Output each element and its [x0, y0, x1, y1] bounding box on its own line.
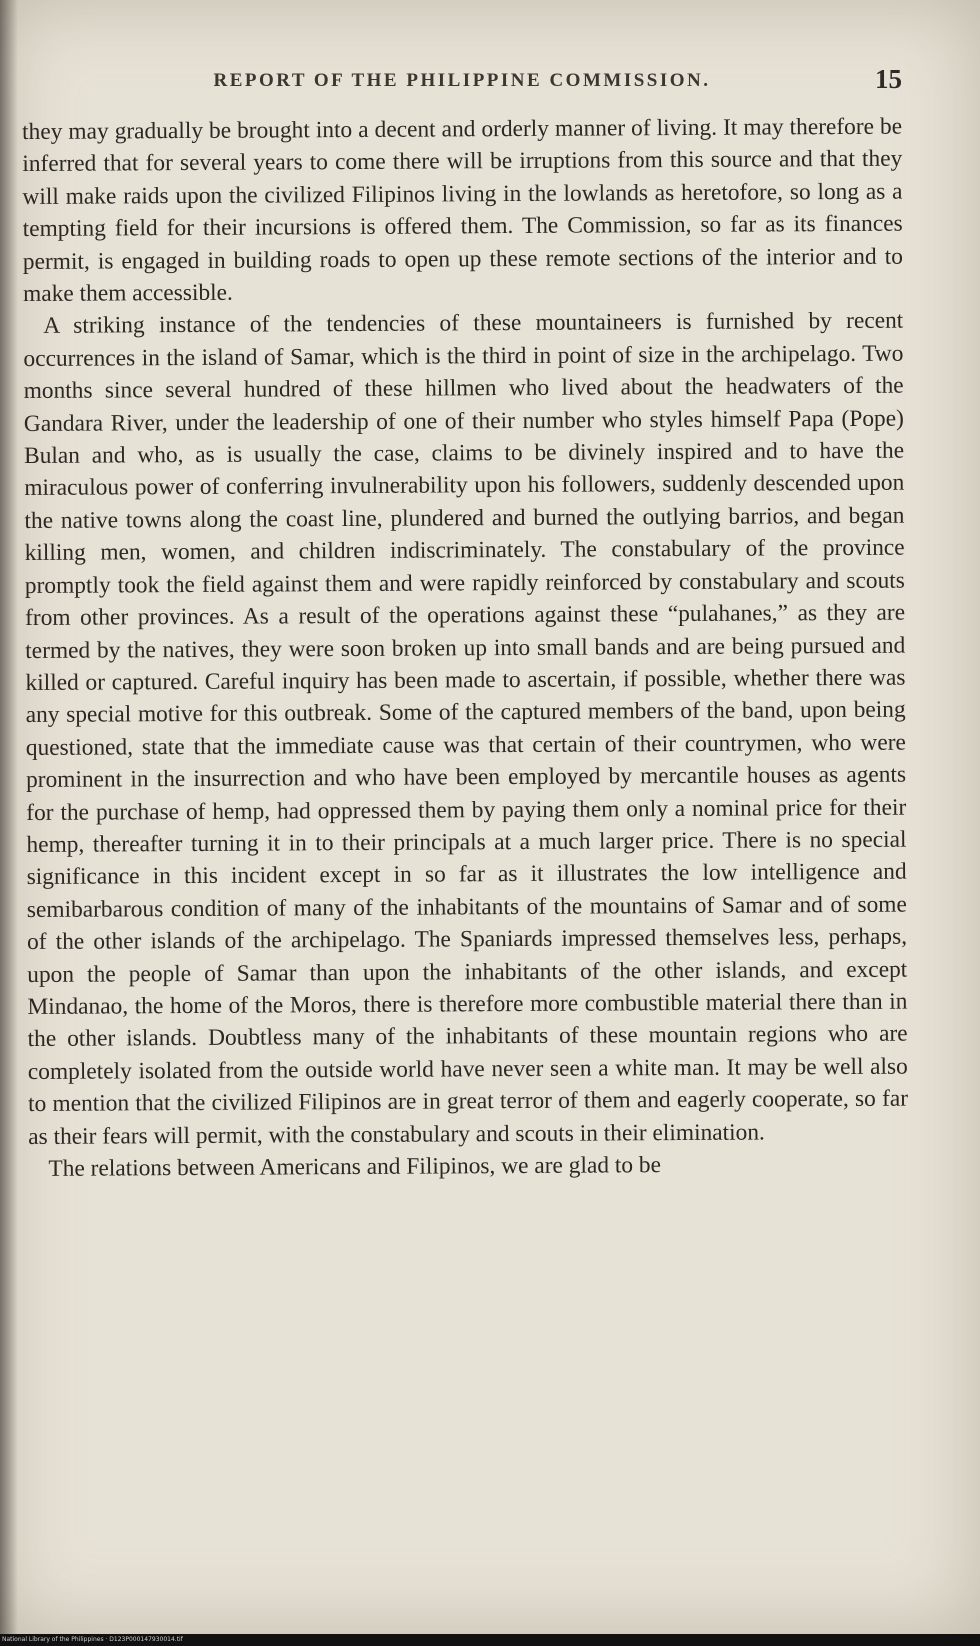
running-head: REPORT OF THE PHILIPPINE COMMISSION. [213, 70, 711, 91]
paragraph-continuation: they may gradually be brought into a decent and orderly manner of living. It may therefore be inferred that for several years to come there will be irruptions from this source and that they will make raids upon the civilized Filipinos living in the lowlands as heretofore, so long as a tempting field for their incursions is offered them. The Commission, so far as its finances permit, is engaged in building roads to open up these remote sections of the interior and to make them accessible. [22, 113, 903, 308]
paragraph-relations: The relations between Americans and Filipinos, we are glad to be [48, 1152, 662, 1182]
scan-footer: National Library of the Philippines · D123P000147930014.tif [0, 1634, 980, 1646]
body-text [22, 111, 909, 1186]
page-number: 15 [875, 64, 902, 94]
page-header [22, 64, 902, 100]
paragraph-samar-incident: A striking instance of the tendencies of these mountaineers is furnished by recent occurrences in the island of Samar, which is the third in point of size in the archipelago. Two months since several hundred of these hillmen who lived about the headwaters of the Gandara River, under the leadership of one of their number who styles himself Papa (Pope) Bulan and who, as is usually the case, claims to be divinely inspired and to have the miraculous power of conferring invulnerability upon his followers, suddenly descended upon the native towns along the coast line, plundered and burned the outlying barrios, and began killing men, women, and children indiscriminately. The constabulary of the province promptly took the field against them and were rapidly reinforced by constabulary and scouts from other provinces. As a result of the operations against these “pulahanes,” as they are termed by the natives, they were soon broken up into small bands and are being pursued and killed or captured. Careful inquiry has been made to ascertain, if possible, whether there was any special motive for this outbreak. Some of the captured members of the band, upon being questioned, state that the immediate cause was that certain of their countrymen, who were prominent in the insurrection and who have been employed by mercantile houses as agents for the purchase of hemp, had oppressed them by paying them only a nominal price for their hemp, thereafter turning it in to their principals at a much larger price. There is no special significance in this incident except in so far as it illustrates the low intelligence and semibarbarous condition of many of the inhabitants of the mountains of Samar and of some of the other islands of the archipelago. The Spaniards impressed themselves less, perhaps, upon the people of Samar than upon the inhabitants of the other islands, and except Mindanao, the home of the Moros, there is therefore more combustible material there than in the other islands. Doubtless many of the inhabitants of these mountain regions who are completely isolated from the outside world have never seen a white man. It may be well also to mention that the civilized Filipinos are in great terror of them and eagerly cooperate, so far as their fears will permit, with the constabulary and scouts in their elimination. [23, 308, 909, 1150]
spine-shadow [0, 0, 18, 1634]
